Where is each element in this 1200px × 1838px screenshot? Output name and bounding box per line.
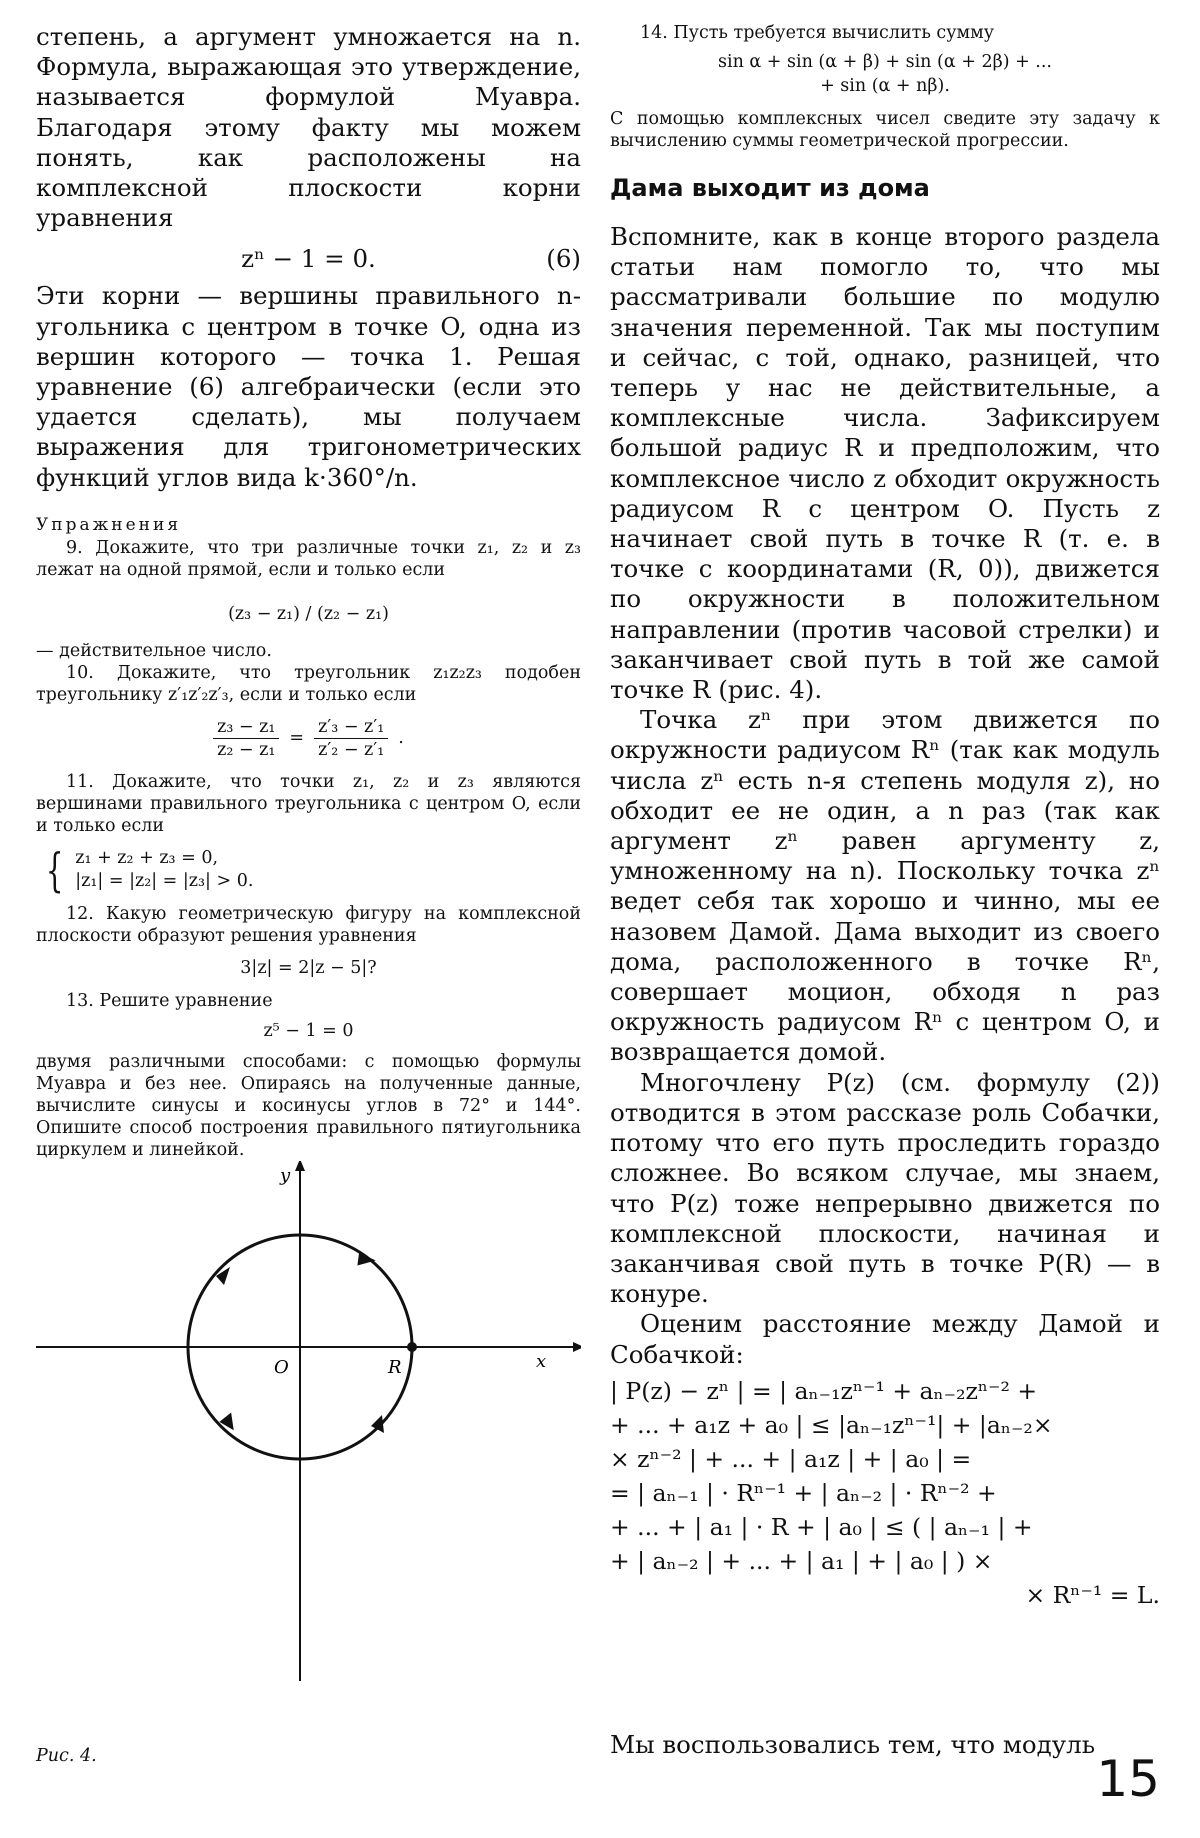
formula-line: + sin (α + nβ). [820, 76, 950, 96]
equation-6 [36, 243, 581, 275]
exercise-11-system [40, 842, 581, 897]
exercise-13-text: двумя различными способами: с помощью формулы Муавра и без нее. Опираясь на полученные данные, вычислите синусы и косинусы углов в 72° и 144°. Опишите способ построения правильного пятиугольника циркулем и линейкой. [36, 1051, 581, 1160]
left-column [36, 22, 581, 1681]
exercise-9: 9. Докажите, что три различные точки z₁, z₂ и z₃ лежат на одной прямой, если и только если [36, 537, 581, 580]
r-label: R [388, 1356, 402, 1378]
direction-arrow-icon [219, 1412, 240, 1434]
exercise-14-text: С помощью комплексных чисел сведите эту задачу к вычислению суммы геометрической прогрессии. [610, 109, 1160, 151]
paragraph-continuation: Мы воспользовались тем, что модуль [610, 1730, 1096, 1759]
x-label: x [536, 1350, 547, 1372]
y-axis-arrow-icon [295, 1161, 305, 1171]
x-axis-arrow-icon [573, 1342, 581, 1352]
math-line: | P(z) − zⁿ | = | aₙ₋₁zⁿ⁻¹ + aₙ₋₂zⁿ⁻² + [610, 1376, 1038, 1405]
math-line: + ... + | a₁ | · R + | a₀ | ≤ ( | aₙ₋₁ | + [610, 1512, 1033, 1541]
circle-diagram [36, 1161, 581, 1681]
math-line: × zⁿ⁻² | + ... + | a₁z | + | a₀ | = [610, 1444, 972, 1473]
math-line: = | aₙ₋₁ | · Rⁿ⁻¹ + | aₙ₋₂ | · Rⁿ⁻² + [610, 1478, 997, 1507]
figure-caption: Рис. 4. [36, 1746, 97, 1766]
period: . [398, 728, 404, 749]
exercise-9-formula: (z₃ − z₁) / (z₂ − z₁) [228, 603, 389, 624]
math-line: + ... + a₁z + a₀ | ≤ |aₙ₋₁zⁿ⁻¹| + |aₙ₋₂× [610, 1410, 1053, 1439]
figure-4 [36, 1161, 581, 1681]
exercise-10: 10. Докажите, что треугольник z₁z₂z₃ подобен треугольнику z′₁z′₂z′₃, если и только если [36, 662, 581, 705]
inequality-block [610, 1374, 1160, 1612]
system-line: z₁ + z₂ + z₃ = 0, [75, 847, 219, 868]
brace-icon: { [45, 842, 64, 897]
right-column [610, 22, 1160, 1616]
equation-text: zⁿ − 1 = 0. [241, 244, 376, 274]
formula-line: sin α + sin (α + β) + sin (α + 2β) + ... [718, 52, 1052, 72]
exercises-title: Упражнения [36, 514, 182, 535]
paragraph: Многочлену P(z) (см. формулу (2)) отводится в этом рассказе роль Собачки, потому что его путь проследить гораздо сложнее. Во всяком случае, мы знаем, что P(z) тоже непрерывно движется по комплексной плоскости, начиная и заканчивая свой путь в точке P(R) — в конуре. [610, 1067, 1160, 1309]
equation-number: (6) [546, 244, 581, 274]
section-heading: Дама выходит из дома [610, 174, 930, 202]
paragraph: Точка zⁿ при этом движется по окружности радиусом Rⁿ (так как модуль числа zⁿ есть n-я степень модуля z), но обходит ее не один, а n раз (так как аргумент zⁿ равен аргументу z, умноженному на n). Поскольку точка zⁿ ведет себя так хорошо и чинно, мы ее назовем Дамой. Дама выходит из своего дома, расположенного в точке Rⁿ, совершает моцион, обходя n раз окружность радиусом Rⁿ с центром O, и возвращается домой. [610, 705, 1160, 1067]
denominator: z′₂ − z′₁ [318, 739, 385, 760]
system-line: |z₁| = |z₂| = |z₃| > 0. [75, 870, 254, 891]
exercise-13-formula: z⁵ − 1 = 0 [263, 1020, 354, 1041]
point-r [407, 1342, 417, 1352]
exercise-11: 11. Докажите, что точки z₁, z₂ и z₃ являются вершинами правильного треугольника с центром O, если и только если [36, 771, 581, 836]
numerator: z₃ − z₁ [213, 716, 279, 739]
math-line: × Rⁿ⁻¹ = L. [1025, 1580, 1160, 1609]
page-number: 15 [1096, 1750, 1160, 1808]
exercise-10-formula [36, 716, 581, 761]
exercise-12: 12. Какую геометрическую фигуру на комплексной плоскости образуют решения уравнения [36, 903, 581, 946]
y-label: y [280, 1164, 291, 1186]
exercise-14-formula [610, 50, 1160, 98]
equals-sign: = [289, 728, 305, 749]
paragraph: Эти корни — вершины правильного n-угольника с центром в точке O, одна из вершин которого — точка 1. Решая уравнение (6) алгебраически (если это удается сделать), мы получаем выражения для тригонометрических функций углов вида k·360°/n. [36, 281, 581, 492]
paragraph: степень, а аргумент умножается на n. Формула, выражающая это утверждение, называется формулой Муавра. Благодаря этому факту мы можем понять, как расположены на комплексной плоскости корни уравнения [36, 22, 581, 233]
paragraph: Оценим расстояние между Дамой и Собачкой: [610, 1309, 1160, 1369]
exercise-9-tail: — действительное число. [36, 640, 272, 661]
origin-label: O [274, 1356, 289, 1378]
fraction-right [314, 716, 388, 761]
denominator: z₂ − z₁ [217, 739, 276, 760]
fraction-left [213, 716, 279, 761]
paragraph: Вспомните, как в конце второго раздела статьи нам помогло то, что мы рассматривали большие по модулю значения переменной. Так мы поступим и сейчас, с той, однако, разницей, что теперь у нас не действительные, а комплексные числа. Зафиксируем большой радиус R и предположим, что комплексное число z обходит окружность радиусом R с центром O. Пусть z начинает свой путь в точке R (т. е. в точке с координатами (R, 0)), движется по окружности в положительном направлении (против часовой стрелки) и заканчивает свой путь в той же самой точке R (рис. 4). [610, 222, 1160, 705]
exercise-12-formula: 3|z| = 2|z − 5|? [240, 957, 377, 978]
exercise-14: 14. Пусть требуется вычислить сумму [640, 23, 995, 43]
exercise-13: 13. Решите уравнение [66, 990, 273, 1011]
numerator: z′₃ − z′₁ [314, 716, 388, 739]
math-line: + | aₙ₋₂ | + ... + | a₁ | + | a₀ | ) × [610, 1546, 993, 1575]
